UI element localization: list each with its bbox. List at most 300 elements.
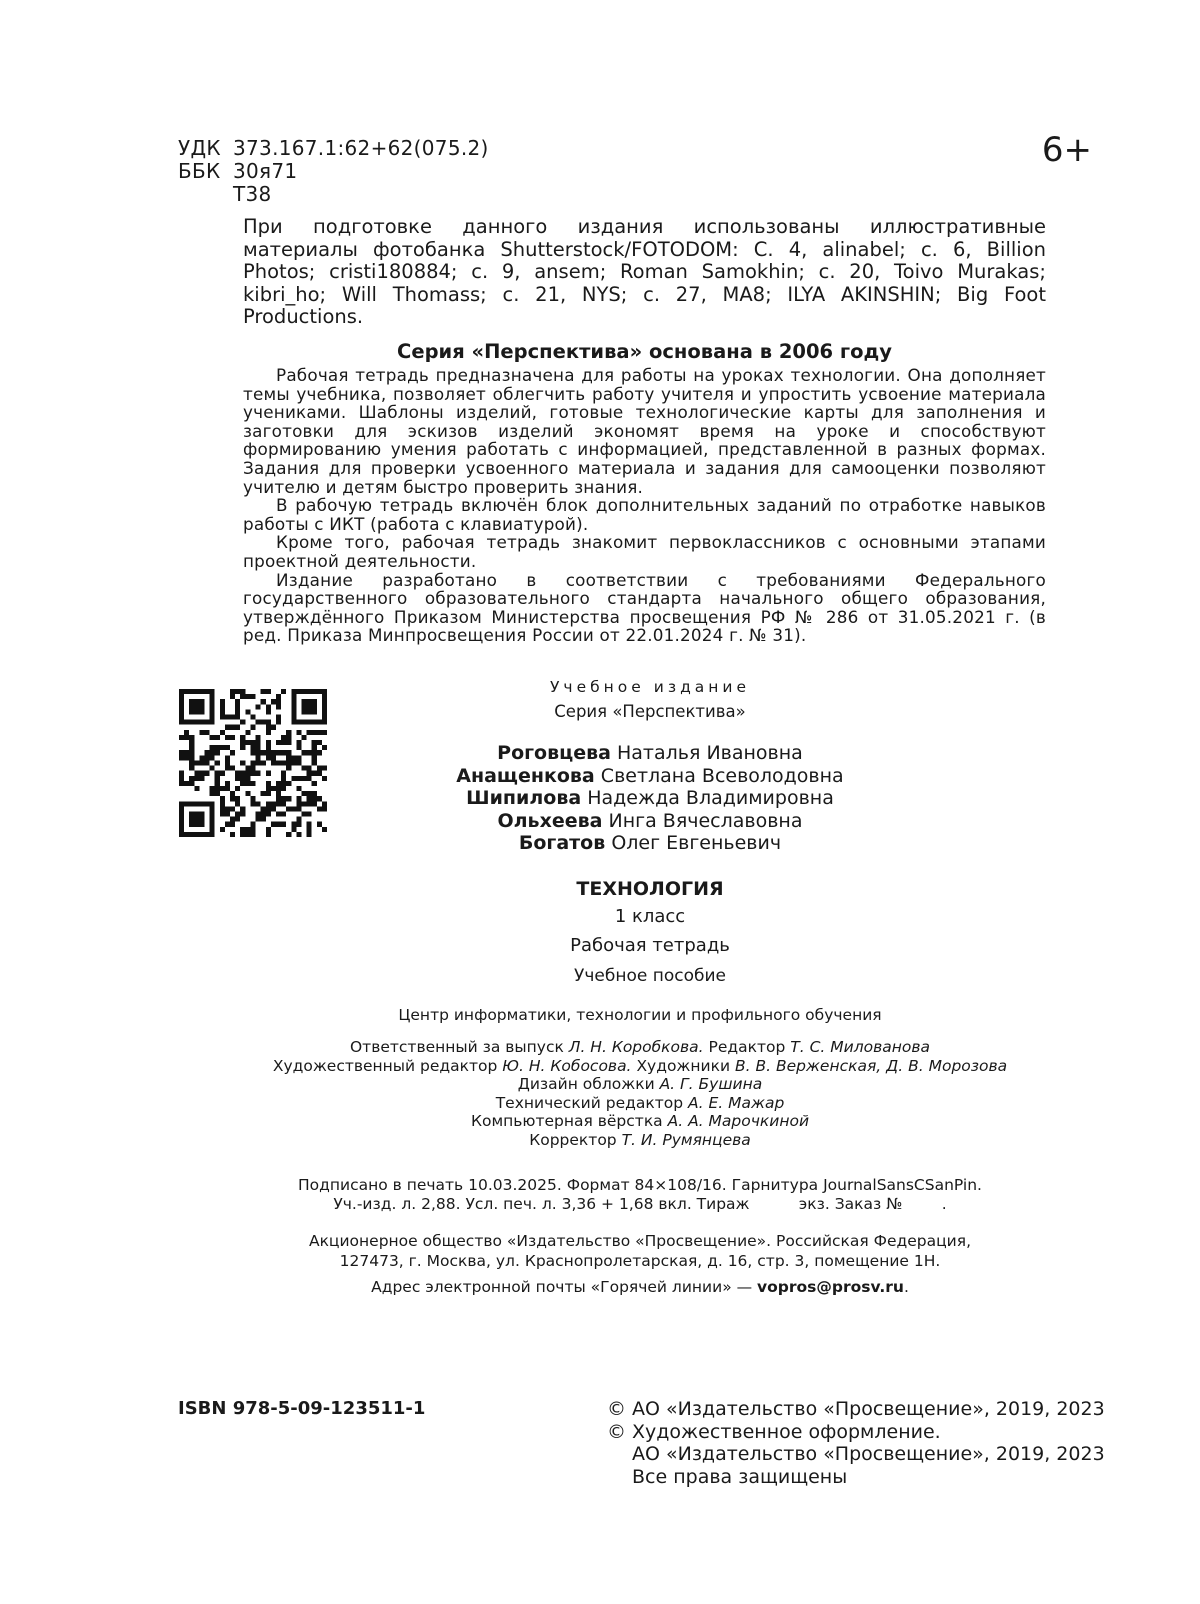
qr-module: [296, 806, 301, 811]
qr-module: [307, 801, 312, 806]
author-name: Светлана Всеволодовна: [600, 764, 844, 787]
qr-module: [266, 832, 271, 837]
qr-module: [322, 715, 327, 720]
qr-module: [261, 806, 266, 811]
qr-module: [220, 786, 225, 791]
qr-module: [322, 689, 327, 694]
photo-credits: При подготовке данного издания использованы иллюстративные материалы фотобанка Shutterstock/FOTODOM: С. 4, alinabel; с. 6, Billion Photos; cristi180884; с. 9, ansem; Roman Samokhin; с. 20, Toivo Murakas; kibri_ho; Will Thomass; с. 21, NYS; с. 27, MA8; ILYA AKINSHIN; Big Foot Productions.: [243, 215, 1046, 328]
qr-module: [286, 735, 291, 740]
qr-module: [225, 806, 230, 811]
qr-module: [240, 735, 245, 740]
qr-module: [266, 771, 271, 776]
qr-module: [210, 822, 215, 827]
qr-module: [261, 720, 266, 725]
qr-module: [199, 771, 204, 776]
staff-list: [200, 1038, 1080, 1149]
qr-module: [179, 781, 184, 786]
qr-module: [245, 730, 250, 735]
qr-module: [215, 750, 220, 755]
copyright-line: АО «Издательство «Просвещение», 2019, 2023: [632, 1443, 1105, 1465]
qr-module: [189, 740, 194, 745]
qr-module: [179, 694, 184, 699]
qr-module: [199, 730, 204, 735]
author-name: Наталья Ивановна: [617, 742, 803, 764]
udk-label: УДК: [178, 136, 221, 160]
qr-module: [210, 750, 215, 755]
qr-module: [256, 817, 261, 822]
qr-module: [312, 801, 317, 806]
qr-module: [210, 811, 215, 816]
copyright-line: © Художественное оформление.: [607, 1420, 941, 1443]
isbn: ISBN 978-5-09-123511-1: [178, 1398, 426, 1419]
qr-module: [322, 704, 327, 709]
qr-module: [199, 801, 204, 806]
qr-module: [276, 694, 281, 699]
qr-module: [266, 730, 271, 735]
qr-module: [245, 832, 250, 837]
qr-module: [271, 806, 276, 811]
qr-module: [189, 755, 194, 760]
qr-module: [225, 811, 230, 816]
qr-module: [230, 832, 235, 837]
qr-code-image: [179, 689, 327, 837]
qr-module: [235, 801, 240, 806]
annotation-paragraph: Издание разработано в соответствии с требованиями Федерального государственного образовательного стандарта начального общего образования, утверждённого Приказом Министерства просвещения РФ № 286 от 31.05.2021 г. (в ред. Приказа Минпросвещения России от 22.01.2024 г. № 31).: [243, 569, 1046, 646]
qr-module: [256, 755, 261, 760]
qr-module: [266, 781, 271, 786]
qr-module: [240, 832, 245, 837]
qr-module: [266, 786, 271, 791]
qr-module: [210, 786, 215, 791]
qr-module: [235, 689, 240, 694]
qr-module: [271, 786, 276, 791]
qr-module: [250, 745, 255, 750]
qr-module: [291, 689, 296, 694]
qr-module: [256, 760, 261, 765]
qr-module: [199, 760, 204, 765]
book-kind: Рабочая тетрадь: [570, 935, 730, 956]
qr-module: [276, 801, 281, 806]
qr-module: [296, 817, 301, 822]
qr-module: [266, 704, 271, 709]
qr-module: [317, 796, 322, 801]
series-title: Серия «Перспектива» основана в 2006 году: [397, 340, 892, 363]
qr-module: [322, 709, 327, 714]
qr-module: [205, 750, 210, 755]
qr-module: [317, 822, 322, 827]
qr-module: [317, 750, 322, 755]
qr-module: [281, 796, 286, 801]
qr-module: [276, 822, 281, 827]
qr-module: [235, 725, 240, 730]
qr-module: [281, 776, 286, 781]
staff-row: Компьютерная вёрстка А. А. Марочкиной: [470, 1112, 810, 1130]
qr-module: [210, 694, 215, 699]
qr-module: [271, 699, 276, 704]
qr-module: [220, 796, 225, 801]
annotation-paragraph: Кроме того, рабочая тетрадь знакомит первоклассников с основными этапами проектной деятельности.: [243, 532, 1046, 571]
bbk-row: [178, 160, 489, 183]
qr-module: [240, 689, 245, 694]
qr-module: [210, 801, 215, 806]
qr-module: [256, 811, 261, 816]
qr-module: [250, 781, 255, 786]
qr-module: [296, 730, 301, 735]
grade: 1 класс: [614, 906, 686, 927]
qr-module: [307, 776, 312, 781]
qr-module: [225, 715, 230, 720]
qr-module: [322, 827, 327, 832]
print-line: Уч.-изд. л. 2,88. Усл. печ. л. 3,36 + 1,68 вкл. Тираж экз. Заказ № .: [333, 1195, 947, 1213]
qr-module: [194, 822, 199, 827]
qr-module: [189, 801, 194, 806]
qr-module: [189, 699, 194, 704]
qr-module: [194, 699, 199, 704]
qr-module: [179, 801, 184, 806]
qr-module: [281, 689, 286, 694]
qr-module: [266, 740, 271, 745]
qr-module: [179, 735, 184, 740]
qr-module: [296, 755, 301, 760]
qr-module: [291, 699, 296, 704]
qr-module: [312, 740, 317, 745]
qr-module: [296, 832, 301, 837]
qr-module: [225, 735, 230, 740]
qr-module: [291, 776, 296, 781]
qr-module: [225, 745, 230, 750]
qr-module: [250, 796, 255, 801]
qr-module: [245, 709, 250, 714]
qr-module: [291, 715, 296, 720]
qr-module: [266, 806, 271, 811]
qr-module: [276, 796, 281, 801]
qr-module: [199, 720, 204, 725]
qr-module: [296, 689, 301, 694]
qr-module: [179, 720, 184, 725]
qr-module: [230, 791, 235, 796]
qr-module: [225, 760, 230, 765]
qr-module: [266, 811, 271, 816]
qr-module: [312, 699, 317, 704]
qr-module: [281, 822, 286, 827]
qr-module: [184, 735, 189, 740]
qr-module: [250, 771, 255, 776]
qr-module: [189, 745, 194, 750]
qr-module: [261, 817, 266, 822]
qr-module: [266, 750, 271, 755]
copyright-block: [607, 1398, 1105, 1488]
author-surname: Шипилова: [466, 787, 582, 809]
qr-module: [291, 709, 296, 714]
qr-module: [250, 822, 255, 827]
qr-module: [266, 755, 271, 760]
author-sign-row: [178, 183, 489, 206]
qr-module: [312, 755, 317, 760]
qr-module: [220, 709, 225, 714]
qr-module: [215, 791, 220, 796]
qr-module: [240, 806, 245, 811]
qr-module: [240, 781, 245, 786]
author-sign: Т38: [233, 182, 272, 206]
qr-module: [256, 704, 261, 709]
qr-module: [296, 760, 301, 765]
qr-module: [301, 791, 306, 796]
qr-module: [266, 725, 271, 730]
qr-module: [189, 776, 194, 781]
qr-module: [296, 776, 301, 781]
qr-module: [179, 822, 184, 827]
qr-module: [189, 689, 194, 694]
qr-module: [194, 786, 199, 791]
qr-module: [220, 730, 225, 735]
qr-module: [245, 776, 250, 781]
author: [330, 742, 970, 765]
qr-module: [312, 791, 317, 796]
qr-module: [230, 694, 235, 699]
qr-module: [194, 811, 199, 816]
qr-module: [235, 771, 240, 776]
qr-module: [189, 709, 194, 714]
series-name: Серия «Перспектива»: [554, 702, 746, 721]
udk-row: [178, 137, 489, 160]
qr-module: [189, 811, 194, 816]
qr-module: [199, 699, 204, 704]
qr-module: [301, 735, 306, 740]
qr-module: [189, 720, 194, 725]
qr-module: [307, 791, 312, 796]
qr-module: [286, 750, 291, 755]
qr-module: [220, 806, 225, 811]
hotline-email-link[interactable]: vopros@prosv.ru: [757, 1278, 904, 1296]
hotline: Адрес электронной почты «Горячей линии» — vopros@prosv.ru.: [371, 1278, 909, 1296]
qr-module: [199, 822, 204, 827]
qr-module: [210, 699, 215, 704]
qr-module: [235, 699, 240, 704]
qr-code[interactable]: [179, 689, 327, 837]
print-info: [200, 1176, 1080, 1214]
qr-module: [240, 720, 245, 725]
qr-module: [261, 811, 266, 816]
qr-module: [189, 822, 194, 827]
qr-module: [230, 735, 235, 740]
qr-module: [286, 766, 291, 771]
qr-module: [291, 822, 296, 827]
qr-module: [179, 755, 184, 760]
author-surname: Анащенкова: [456, 764, 595, 787]
qr-module: [301, 709, 306, 714]
author-surname: Богатов: [518, 832, 606, 854]
qr-module: [230, 750, 235, 755]
qr-module: [179, 806, 184, 811]
qr-module: [245, 694, 250, 699]
qr-module: [179, 699, 184, 704]
hotline-label: Адрес электронной почты «Горячей линии» —: [371, 1278, 753, 1296]
author-name: Надежда Владимировна: [587, 787, 834, 809]
bbk-value: 30я71: [233, 159, 298, 183]
qr-module: [189, 760, 194, 765]
qr-module: [281, 771, 286, 776]
qr-module: [199, 689, 204, 694]
print-line: Подписано в печать 10.03.2025. Формат 84×108/16. Гарнитура JournalSansCSanPin.: [298, 1176, 982, 1194]
qr-module: [184, 781, 189, 786]
qr-module: [184, 832, 189, 837]
qr-module: [312, 760, 317, 765]
qr-module: [240, 694, 245, 699]
qr-module: [205, 689, 210, 694]
qr-module: [179, 832, 184, 837]
qr-module: [230, 806, 235, 811]
staff-row: Корректор Т. И. Румянцева: [529, 1130, 751, 1149]
qr-module: [276, 760, 281, 765]
qr-module: [256, 735, 261, 740]
qr-module: [291, 760, 296, 765]
qr-module: [210, 745, 215, 750]
qr-module: [230, 715, 235, 720]
qr-module: [189, 781, 194, 786]
qr-module: [245, 827, 250, 832]
qr-module: [317, 730, 322, 735]
qr-module: [199, 832, 204, 837]
qr-module: [301, 699, 306, 704]
qr-module: [291, 720, 296, 725]
qr-module: [256, 801, 261, 806]
qr-module: [317, 771, 322, 776]
qr-module: [307, 822, 312, 827]
qr-module: [199, 755, 204, 760]
qr-module: [194, 704, 199, 709]
qr-module: [250, 760, 255, 765]
qr-module: [240, 827, 245, 832]
staff-row: Технический редактор А. Е. Мажар: [495, 1093, 785, 1112]
qr-module: [307, 720, 312, 725]
qr-module: [256, 720, 261, 725]
qr-module: [322, 806, 327, 811]
qr-module: [312, 704, 317, 709]
qr-module: [210, 720, 215, 725]
publisher-info: [200, 1232, 1080, 1271]
qr-module: [194, 760, 199, 765]
qr-module: [250, 801, 255, 806]
qr-module: [215, 735, 220, 740]
qr-module: [179, 709, 184, 714]
qr-module: [179, 811, 184, 816]
qr-module: [220, 771, 225, 776]
qr-module: [291, 694, 296, 699]
author-surname: Ольхеева: [497, 809, 603, 832]
qr-module: [317, 720, 322, 725]
copyright-line: © АО «Издательство «Просвещение», 2019, 2023: [607, 1398, 1105, 1420]
qr-module: [210, 689, 215, 694]
qr-module: [235, 715, 240, 720]
qr-module: [199, 709, 204, 714]
author: [330, 832, 970, 855]
qr-module: [301, 720, 306, 725]
qr-module: [240, 760, 245, 765]
qr-module: [266, 689, 271, 694]
qr-module: [184, 720, 189, 725]
staff-row: Художественный редактор Ю. Н. Кобосова. Художники В. В. Верженская, Д. В. Морозова: [272, 1056, 1008, 1075]
qr-module: [307, 750, 312, 755]
edition-type: Учебное издание: [549, 678, 751, 696]
qr-module: [256, 771, 261, 776]
qr-module: [276, 786, 281, 791]
qr-module: [322, 694, 327, 699]
qr-module: [179, 827, 184, 832]
qr-module: [256, 745, 261, 750]
qr-module: [250, 827, 255, 832]
qr-module: [296, 786, 301, 791]
qr-module: [225, 822, 230, 827]
qr-module: [322, 801, 327, 806]
qr-module: [307, 771, 312, 776]
annotation: [243, 366, 1046, 645]
qr-module: [291, 827, 296, 832]
qr-module: [230, 796, 235, 801]
qr-module: [194, 776, 199, 781]
qr-module: [261, 699, 266, 704]
qr-module: [225, 786, 230, 791]
qr-module: [286, 796, 291, 801]
qr-module: [245, 791, 250, 796]
qr-module: [286, 740, 291, 745]
qr-module: [205, 771, 210, 776]
book-purpose: Учебное пособие: [574, 966, 726, 986]
qr-module: [281, 801, 286, 806]
qr-module: [307, 832, 312, 837]
qr-module: [220, 827, 225, 832]
qr-module: [250, 766, 255, 771]
qr-module: [301, 801, 306, 806]
author-name: Олег Евгеньевич: [611, 832, 782, 854]
qr-module: [317, 806, 322, 811]
qr-module: [250, 832, 255, 837]
qr-module: [261, 750, 266, 755]
qr-module: [215, 760, 220, 765]
qr-module: [240, 776, 245, 781]
qr-module: [179, 776, 184, 781]
qr-module: [261, 760, 266, 765]
qr-module: [301, 750, 306, 755]
qr-module: [205, 832, 210, 837]
qr-module: [220, 811, 225, 816]
qr-module: [210, 817, 215, 822]
qr-module: [205, 755, 210, 760]
qr-module: [266, 791, 271, 796]
qr-module: [322, 766, 327, 771]
qr-module: [210, 715, 215, 720]
staff-row: Ответственный за выпуск Л. Н. Коробкова. Редактор Т. С. Милованова: [349, 1038, 931, 1056]
qr-module: [307, 811, 312, 816]
qr-module: [205, 730, 210, 735]
qr-module: [194, 801, 199, 806]
qr-module: [179, 771, 184, 776]
qr-module: [199, 811, 204, 816]
qr-module: [194, 689, 199, 694]
qr-module: [189, 832, 194, 837]
qr-module: [240, 740, 245, 745]
qr-module: [281, 760, 286, 765]
qr-module: [210, 806, 215, 811]
qr-module: [220, 699, 225, 704]
qr-module: [312, 709, 317, 714]
copyright-line: Все права защищены: [632, 1465, 848, 1488]
qr-module: [245, 771, 250, 776]
qr-module: [307, 796, 312, 801]
qr-module: [322, 776, 327, 781]
qr-module: [301, 766, 306, 771]
qr-module: [312, 771, 317, 776]
qr-module: [189, 704, 194, 709]
